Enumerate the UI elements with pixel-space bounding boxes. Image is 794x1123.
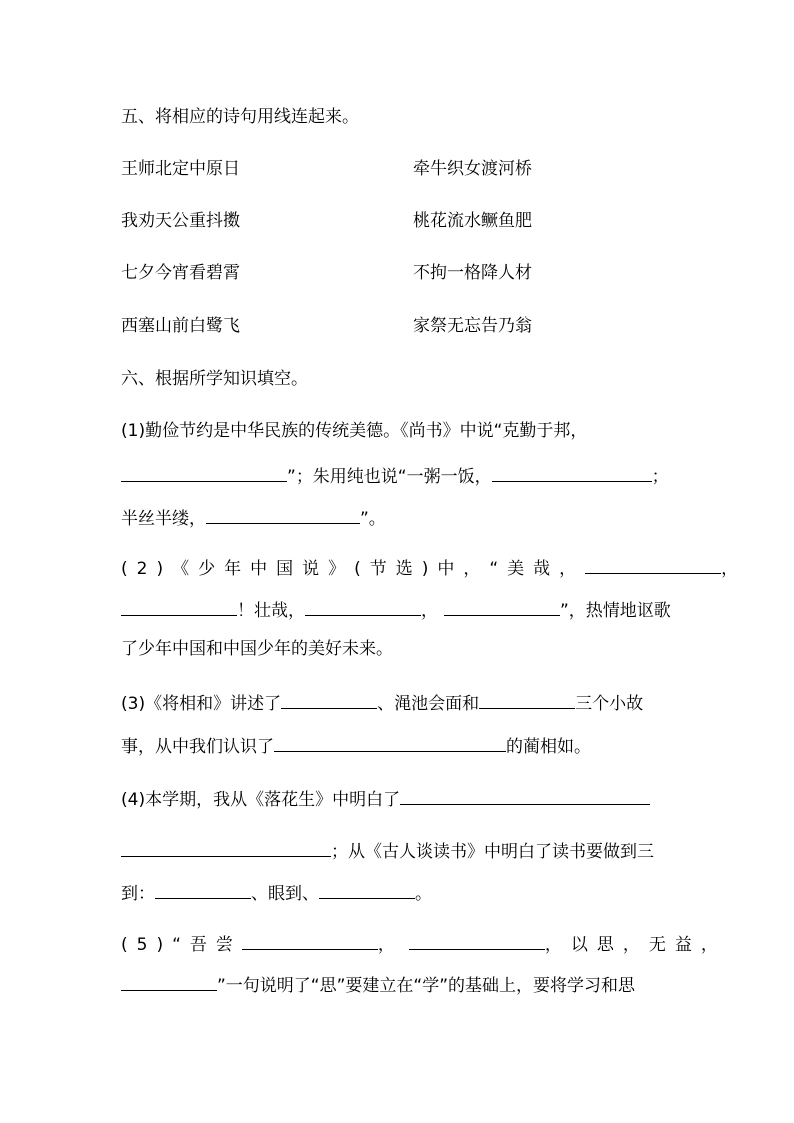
answer-blank[interactable] [492,465,652,482]
answer-blank[interactable] [274,735,506,752]
answer-blank[interactable] [409,933,545,950]
answer-blank[interactable] [242,933,378,950]
q1-line-1: (1)勤俭节约是中华民族的传统美德。《尚书》中说“克勤于邦， [121,421,588,441]
answer-blank[interactable] [121,840,331,857]
poem-left-4: 西塞山前白鹭飞 [121,316,240,336]
q3-line-1: (3)《将相和》讲述了 、渑池会面和 三个小故 [121,694,644,714]
poem-left-2: 我劝天公重抖擞 [121,211,240,231]
q1-line-2: ”；朱用纯也说“一粥一饭， ； [121,465,669,487]
q5-line-1: (5)“吾尝 ， ，以思，无益， [121,935,727,955]
answer-blank[interactable] [444,599,560,616]
q4-line-1: (4)本学期，我从《落花生》中明白了 [121,788,650,810]
answer-blank[interactable] [305,599,421,616]
q3-line-2: 事，从中我们认识了 的蔺相如。 [121,737,591,757]
answer-blank[interactable] [155,882,251,899]
section-6-heading: 六、根据所学知识填空。 [121,369,308,389]
q2-line-2: ！壮哉， ， ”，热情地讴歌 [121,599,671,621]
q5-line-2: ”一句说明了“思”要建立在“学”的基础上，要将学习和思 [121,974,635,996]
answer-blank[interactable] [479,692,575,709]
answer-blank[interactable] [400,788,650,805]
poem-right-3: 不拘一格降人材 [413,263,532,283]
poem-right-4: 家祭无忘告乃翁 [413,316,532,336]
answer-blank[interactable] [121,599,237,616]
answer-blank[interactable] [206,507,360,524]
q2-line-3: 了少年中国和中国少年的美好未来。 [121,639,393,659]
q4-line-3: 到： 、眼到、 。 [121,884,432,904]
answer-blank[interactable] [121,974,217,991]
poem-left-1: 王师北定中原日 [121,159,240,179]
answer-blank[interactable] [281,692,377,709]
q2-line-1: (2)《少年中国说》(节选)中，“美哉， ， [121,559,739,579]
section-5-heading: 五、将相应的诗句用线连起来。 [121,107,359,127]
answer-blank[interactable] [121,465,287,482]
poem-right-1: 牵牛织女渡河桥 [413,159,532,179]
answer-blank[interactable] [585,557,721,574]
q4-line-2: ；从《古人谈读书》中明白了读书要做到三 [121,840,654,862]
q1-line-3: 半丝半缕， ”。 [121,509,386,529]
answer-blank[interactable] [319,882,415,899]
poem-left-3: 七夕今宵看碧霄 [121,263,240,283]
poem-right-2: 桃花流水鳜鱼肥 [413,211,532,231]
